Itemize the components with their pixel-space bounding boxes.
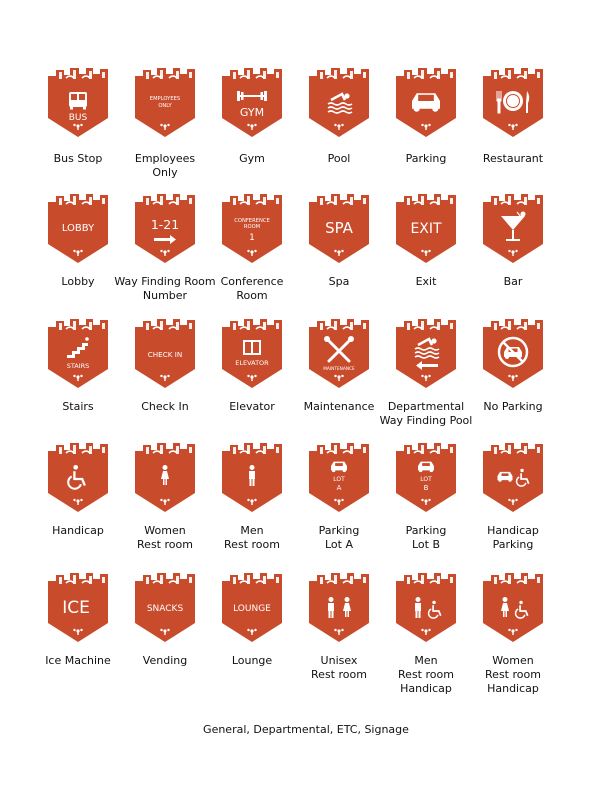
sign-caption: Women Rest room bbox=[137, 524, 193, 551]
sign-graphic bbox=[481, 66, 545, 138]
sign-text: SNACKS bbox=[146, 604, 184, 614]
sign-text: EXIT bbox=[410, 221, 442, 237]
sign-caption: Way Finding Room Number bbox=[114, 275, 216, 302]
sign-caption: Parking Lot A bbox=[318, 524, 360, 551]
bus-icon bbox=[69, 92, 87, 110]
sign-graphic bbox=[46, 66, 110, 138]
sign-text: ELEVATOR bbox=[235, 359, 269, 367]
elevator-doors-icon bbox=[243, 340, 261, 355]
sign-no-parking bbox=[462, 317, 564, 443]
sign-text: STAIRS bbox=[66, 362, 90, 370]
sign-text: LOBBY bbox=[61, 223, 95, 234]
sign-graphic bbox=[481, 192, 545, 264]
sign-caption: Departmental Way Finding Pool bbox=[379, 400, 473, 427]
sign-handicap-parking bbox=[462, 441, 564, 567]
sign-caption: Pool bbox=[327, 152, 351, 165]
sign-caption: No Parking bbox=[483, 400, 543, 413]
sign-graphic bbox=[220, 192, 284, 264]
sign-text: BUS bbox=[68, 113, 88, 123]
sign-graphic bbox=[133, 441, 197, 513]
sign-caption: Handicap bbox=[52, 524, 104, 537]
sign-text: MAINTENANCE bbox=[323, 367, 355, 372]
sign-graphic bbox=[46, 441, 110, 513]
sign-caption: Women Rest room Handicap bbox=[485, 654, 541, 695]
sign-graphic bbox=[481, 571, 545, 643]
sign-caption: Parking Lot B bbox=[405, 524, 447, 551]
sign-text: SPA bbox=[325, 219, 353, 237]
sign-caption: Parking bbox=[405, 152, 447, 165]
sign-caption: Employees Only bbox=[134, 152, 196, 179]
sign-caption: Maintenance bbox=[303, 400, 375, 413]
sign-graphic bbox=[394, 192, 458, 264]
sign-graphic bbox=[307, 66, 371, 138]
sign-graphic bbox=[133, 66, 197, 138]
sign-caption: Lounge bbox=[231, 654, 273, 667]
sign-graphic bbox=[307, 192, 371, 264]
sign-caption: Spa bbox=[328, 275, 350, 288]
sign-graphic bbox=[394, 441, 458, 513]
sign-graphic bbox=[133, 317, 197, 389]
sign-bar bbox=[462, 192, 564, 318]
sign-text: LOUNGE bbox=[233, 604, 271, 614]
sign-caption: Check In bbox=[141, 400, 189, 413]
sign-text: CHECK IN bbox=[147, 350, 183, 359]
sign-caption: Elevator bbox=[229, 400, 275, 413]
sign-graphic bbox=[307, 571, 371, 643]
sign-graphic bbox=[220, 317, 284, 389]
sign-text: LOT bbox=[333, 476, 345, 483]
sign-text: EMPLOYEES bbox=[149, 96, 181, 102]
sign-graphic bbox=[394, 66, 458, 138]
sign-text: ONLY bbox=[158, 103, 172, 109]
sign-graphic bbox=[46, 192, 110, 264]
sign-caption: Exit bbox=[415, 275, 437, 288]
sign-women-restroom-handicap bbox=[462, 571, 564, 697]
sign-caption: Unisex Rest room bbox=[311, 654, 367, 681]
sign-text: CONFERENCE bbox=[234, 218, 270, 224]
sign-graphic bbox=[46, 317, 110, 389]
sign-caption: Stairs bbox=[62, 400, 94, 413]
sign-graphic bbox=[220, 441, 284, 513]
sign-graphic bbox=[133, 571, 197, 643]
sign-graphic bbox=[307, 441, 371, 513]
sign-text: B bbox=[423, 484, 429, 492]
sign-graphic bbox=[394, 571, 458, 643]
sheet-footer-caption: General, Departmental, ETC, Signage bbox=[203, 723, 409, 736]
sign-graphic bbox=[481, 317, 545, 389]
sign-caption: Restaurant bbox=[482, 152, 544, 165]
sign-text: LOT bbox=[420, 476, 432, 483]
sign-caption: Handicap Parking bbox=[487, 524, 539, 551]
sign-text: A bbox=[336, 484, 342, 492]
sign-text: GYM bbox=[239, 106, 265, 119]
sign-graphic bbox=[133, 192, 197, 264]
sign-caption: Bar bbox=[503, 275, 523, 288]
sign-caption: Lobby bbox=[61, 275, 95, 288]
sign-text: 1-21 bbox=[150, 217, 180, 232]
sign-graphic bbox=[220, 571, 284, 643]
sign-graphic bbox=[220, 66, 284, 138]
sign-caption: Bus Stop bbox=[53, 152, 103, 165]
sign-caption: Ice Machine bbox=[45, 654, 111, 667]
sign-caption: Men Rest room bbox=[224, 524, 280, 551]
sign-caption: Gym bbox=[239, 152, 265, 165]
sign-text: ROOM bbox=[243, 224, 261, 230]
sign-caption: Men Rest room Handicap bbox=[398, 654, 454, 695]
sign-text: 1 bbox=[249, 233, 255, 243]
sign-graphic bbox=[481, 441, 545, 513]
sign-graphic bbox=[394, 317, 458, 389]
sign-graphic bbox=[307, 317, 371, 389]
sign-caption: Vending bbox=[142, 654, 188, 667]
sign-text: ICE bbox=[62, 598, 90, 618]
sign-graphic bbox=[46, 571, 110, 643]
sign-caption: Conference Room bbox=[220, 275, 284, 302]
sign-restaurant bbox=[462, 66, 564, 192]
